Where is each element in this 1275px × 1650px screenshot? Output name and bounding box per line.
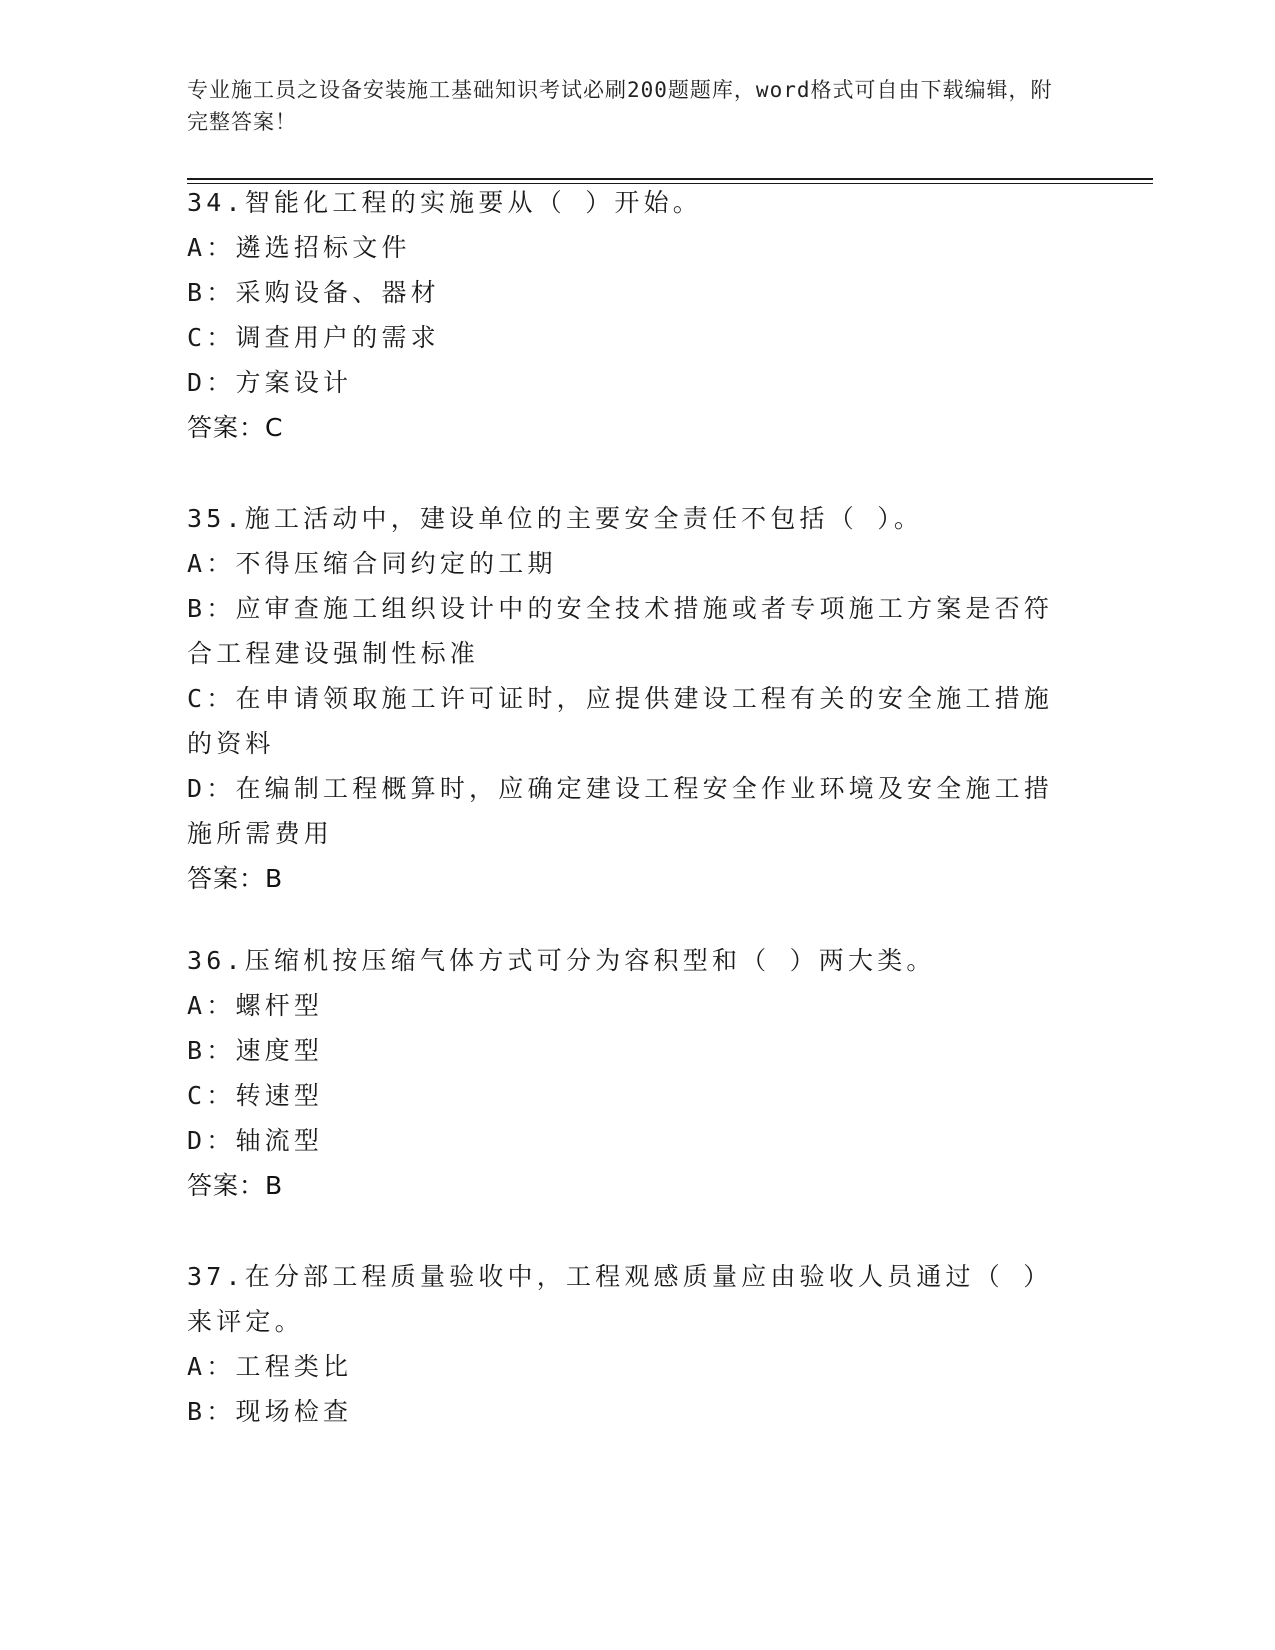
option-b: B：采购设备、器材 bbox=[187, 278, 440, 307]
question-36 bbox=[187, 938, 1067, 1208]
option-b: B：速度型 bbox=[187, 1036, 324, 1065]
question-stem: 37.在分部工程质量验收中，工程观感质量应由验收人员通过（ ）来评定。 bbox=[187, 1262, 1053, 1336]
option-d: D：轴流型 bbox=[187, 1126, 324, 1155]
option-b: B：应审查施工组织设计中的安全技术措施或者专项施工方案是否符合工程建设强制性标准 bbox=[187, 594, 1054, 668]
question-35 bbox=[187, 496, 1067, 901]
option-a: A：工程类比 bbox=[187, 1352, 353, 1381]
option-a: A：遴选招标文件 bbox=[187, 233, 411, 262]
question-37 bbox=[187, 1254, 1067, 1434]
option-d: D：方案设计 bbox=[187, 368, 353, 397]
question-stem: 35.施工活动中，建设单位的主要安全责任不包括（ ）。 bbox=[187, 504, 924, 533]
document-header: 专业施工员之设备安装施工基础知识考试必刷200题题库，word格式可自由下载编辑，附完整答案！ bbox=[187, 78, 1053, 134]
question-stem: 36.压缩机按压缩气体方式可分为容积型和（ ）两大类。 bbox=[187, 946, 936, 975]
answer: 答案：C bbox=[187, 413, 284, 442]
option-c: C：在申请领取施工许可证时，应提供建设工程有关的安全施工措施的资料 bbox=[187, 684, 1054, 758]
question-34 bbox=[187, 180, 1067, 450]
option-c: C：调查用户的需求 bbox=[187, 323, 440, 352]
option-a: A：螺杆型 bbox=[187, 991, 324, 1020]
option-b: B：现场检查 bbox=[187, 1397, 353, 1426]
option-a: A：不得压缩合同约定的工期 bbox=[187, 549, 557, 578]
answer: 答案：B bbox=[187, 1171, 284, 1200]
answer: 答案：B bbox=[187, 864, 284, 893]
option-d: D：在编制工程概算时，应确定建设工程安全作业环境及安全施工措施所需费用 bbox=[187, 774, 1054, 848]
option-c: C：转速型 bbox=[187, 1081, 324, 1110]
question-stem: 34.智能化工程的实施要从（ ）开始。 bbox=[187, 188, 703, 217]
